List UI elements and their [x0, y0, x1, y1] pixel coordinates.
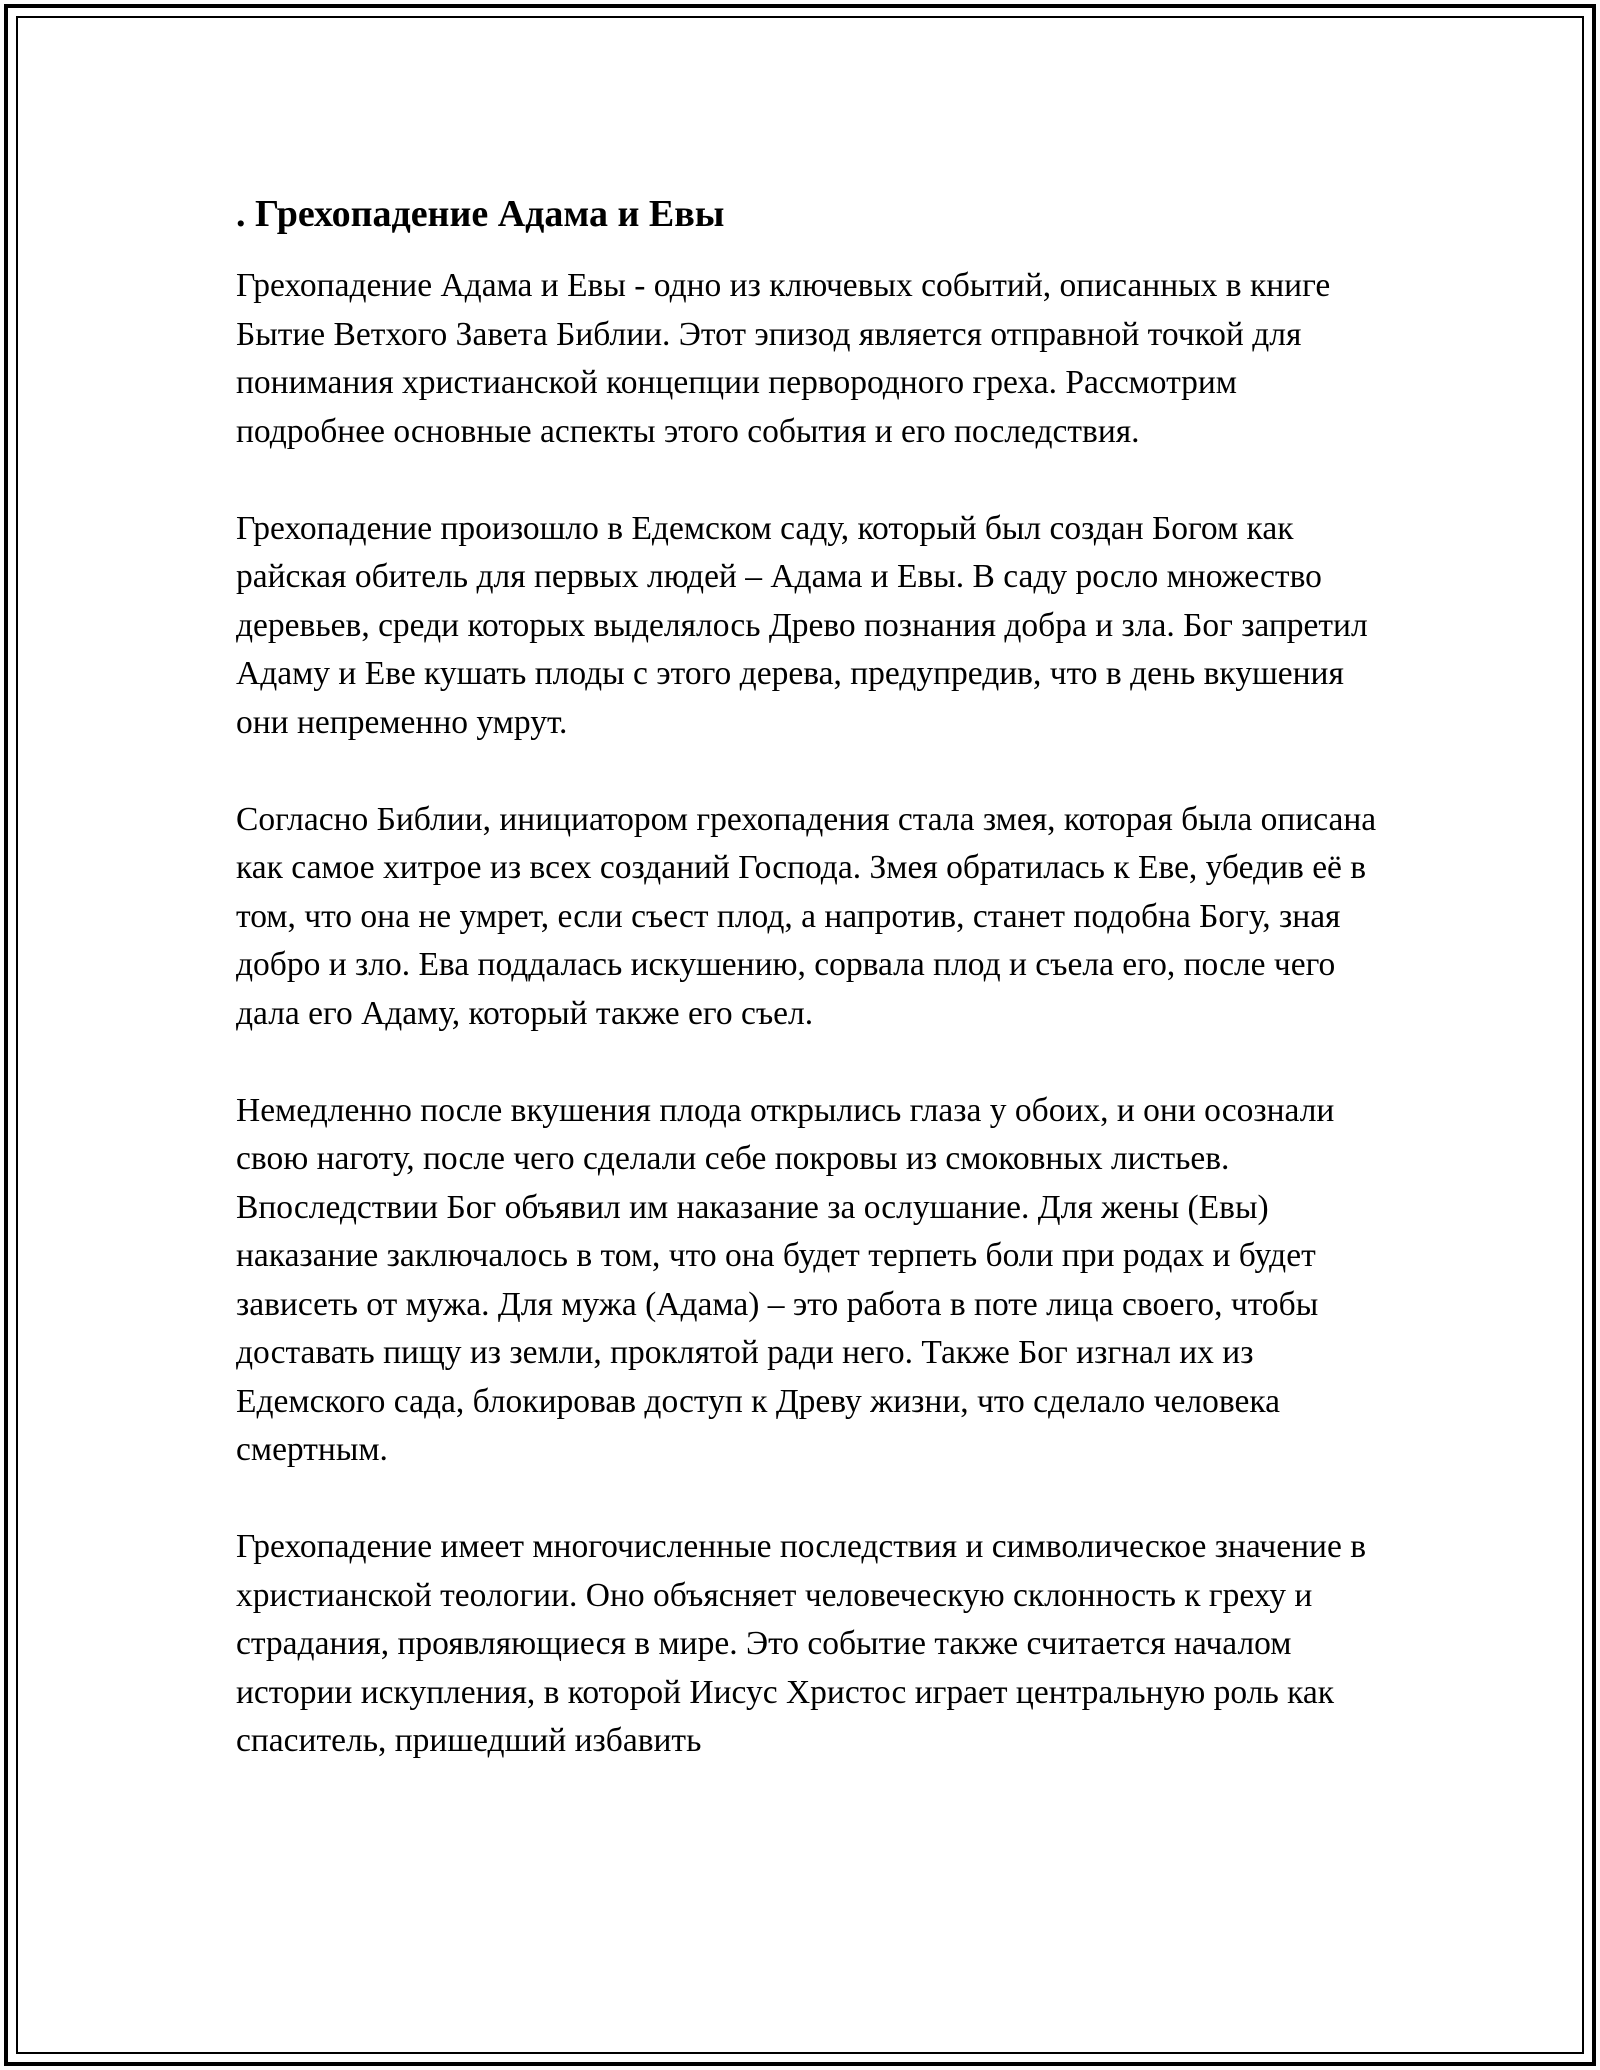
document-body [236, 186, 1386, 1814]
paragraph-serpent: Согласно Библии, инициатором грехопадения стала змея, которая была описана как самое хитрое из всех созданий Господа. Змея обратилась к Еве, убедив её в том, что она не умрет, если съест плод, а напротив, станет подобна Богу, зная добро и зло. Ева поддалась искушению, сорвала плод и съела его, после чего дала его Адаму, который также его съел. [236, 800, 1377, 1032]
paragraph-intro: Грехопадение Адама и Евы - одно из ключевых событий, описанных в книге Бытие Ветхого Завета Библии. Этот эпизод является отправной точкой для понимания христианской концепции первородного греха. Рассмотрим подробнее основные аспекты этого события и его последствия. [236, 267, 1331, 450]
paragraph-punishment: Немедленно после вкушения плода открылись глаза у обоих, и они осознали свою наготу, после чего сделали себе покровы из смоковных листьев. Впоследствии Бог объявил им наказание за ослушание. Для жены (Евы) наказание заключалось в том, что она будет терпеть боли при родах и будет зависеть от мужа. Для мужа (Адама) – это работа в поте лица своего, чтобы доставать пищу из земли, проклятой ради него. Также Бог изгнал их из Едемского сада, блокировав доступ к Древу жизни, что сделало человека смертным. [236, 1091, 1335, 1468]
document-heading: . Грехопадение Адама и Евы [236, 193, 725, 235]
paragraph-eden-garden: Грехопадение произошло в Едемском саду, который был создан Богом как райская обитель для первых людей – Адама и Евы. В саду росло множество деревьев, среди которых выделялось Древо познания добра и зла. Бог запретил Адаму и Еве кушать плоды с этого дерева, предупредив, что в день вкушения они непременно умрут. [236, 509, 1368, 741]
paragraph-consequences: Грехопадение имеет многочисленные последствия и символическое значение в христианской теологии. Оно объясняет человеческую склонность к греху и страдания, проявляющиеся в мире. Это событие также считается началом истории искупления, в которой Иисус Христос играет центральную роль как спаситель, пришедший избавить [236, 1528, 1367, 1759]
